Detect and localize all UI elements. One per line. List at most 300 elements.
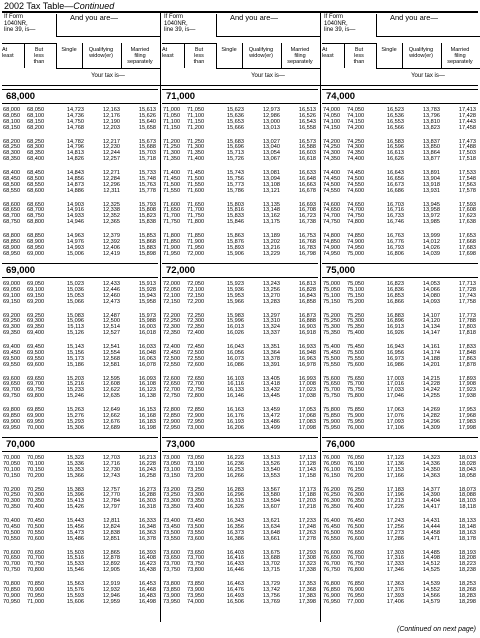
group-column (3, 408, 25, 432)
tax-qualifying-widow: 14,458 (422, 529, 440, 536)
tax-married-separately: 18,178 (458, 535, 476, 542)
tax-married-separately: 16,243 (138, 466, 156, 473)
income-at-least: 69,200 (3, 312, 21, 319)
income-but-less-than: 68,900 (27, 238, 45, 245)
income-but-less-than: 69,950 (27, 418, 45, 425)
tax-married-separately: 17,863 (458, 355, 476, 362)
tax-single: 14,796 (66, 144, 84, 151)
income-but-less-than: 73,000 (187, 424, 205, 431)
tax-qualifying-widow: 14,080 (422, 292, 440, 299)
tax-qualifying-widow: 14,039 (422, 250, 440, 257)
group-column (187, 582, 211, 606)
tax-married-separately: 17,833 (458, 344, 476, 350)
tax-single: 17,033 (386, 387, 404, 394)
group-column (378, 408, 404, 432)
tax-married-separately: 17,533 (458, 170, 476, 176)
income-but-less-than: 76,900 (347, 586, 365, 593)
tax-single: 17,016 (386, 381, 404, 388)
header-vrule (441, 43, 442, 68)
tax-married-separately: 16,483 (138, 592, 156, 599)
income-at-least: 73,000 (163, 455, 181, 461)
tax-single: 16,116 (227, 381, 244, 388)
income-at-least: 75,400 (323, 344, 341, 350)
group-column (347, 282, 371, 306)
tax-qualifying-widow: 13,958 (422, 207, 440, 214)
single-header: Single (381, 47, 397, 53)
tax-married-separately: 16,843 (298, 292, 316, 299)
tax-qualifying-widow: 12,352 (102, 213, 120, 220)
group-column (250, 582, 280, 606)
tax-qualifying-widow: 12,190 (102, 118, 120, 125)
group-column (58, 456, 84, 480)
income-at-least: 69,050 (3, 286, 21, 293)
header-divider (162, 43, 216, 44)
income-at-least: 74,500 (323, 181, 341, 188)
tax-single: 16,703 (386, 201, 404, 208)
tax-qualifying-widow: 12,838 (102, 529, 120, 536)
tax-single: 14,750 (66, 118, 84, 125)
group-column (250, 345, 280, 369)
header-vrule (216, 14, 217, 36)
tax-qualifying-widow: 14,390 (422, 492, 440, 499)
tax-married-separately: 17,353 (298, 581, 316, 587)
tax-single: 16,536 (386, 112, 404, 119)
tax-qualifying-widow: 12,257 (102, 156, 120, 163)
income-at-least: 69,700 (3, 387, 21, 394)
income-but-less-than: 72,200 (187, 298, 205, 305)
tax-qualifying-widow: 14,444 (422, 523, 440, 530)
tax-married-separately: 17,938 (458, 393, 476, 400)
income-at-least: 71,700 (163, 213, 181, 220)
group-column (163, 140, 185, 164)
tax-single: 15,876 (226, 238, 244, 245)
tax-single: 17,003 (386, 375, 404, 382)
income-but-less-than: 71,550 (187, 181, 205, 188)
tax-qualifying-widow: 12,271 (102, 170, 120, 176)
tax-qualifying-widow: 14,309 (422, 424, 440, 431)
income-but-less-than: 76,500 (347, 523, 365, 530)
tax-married-separately: 16,393 (138, 549, 156, 556)
group-column (128, 171, 156, 195)
income-at-least: 76,800 (323, 581, 341, 587)
group-column (163, 171, 185, 195)
income-but-less-than: 74,300 (347, 144, 365, 151)
income-at-least: 76,850 (323, 586, 341, 593)
income-at-least: 74,950 (323, 250, 341, 257)
income-but-less-than: 73,200 (187, 472, 205, 479)
group-column (410, 488, 440, 512)
tax-qualifying-widow: 12,433 (102, 281, 120, 287)
income-at-least: 71,050 (163, 112, 181, 119)
tax-single: 16,626 (386, 156, 404, 163)
tax-qualifying-widow: 12,406 (102, 244, 120, 251)
group-column (410, 345, 440, 369)
tax-married-separately: 17,968 (458, 412, 476, 419)
tax-qualifying-widow: 14,417 (422, 504, 440, 511)
income-at-least: 76,950 (323, 598, 341, 605)
header-vrule (376, 14, 377, 36)
tax-single: 14,976 (66, 238, 84, 245)
group-column (410, 377, 440, 401)
income-at-least: 74,750 (323, 219, 341, 226)
tax-single: 15,353 (66, 466, 84, 473)
at-least-header: At least (2, 47, 14, 59)
group-column (218, 203, 244, 227)
header-vrule (376, 43, 377, 68)
group-column (323, 456, 345, 480)
tax-qualifying-widow: 14,147 (422, 330, 440, 337)
tax-single: 15,066 (66, 298, 84, 305)
group-column (250, 456, 280, 480)
tax-single: 16,553 (386, 118, 404, 125)
group-column (347, 551, 371, 575)
group-column (27, 456, 51, 480)
income-but-less-than: 69,500 (27, 349, 45, 356)
income-but-less-than: 70,100 (27, 460, 45, 467)
income-at-least: 73,750 (163, 567, 181, 574)
income-at-least: 71,650 (163, 207, 181, 214)
tax-single: 15,096 (66, 318, 84, 325)
tax-single: 15,953 (226, 292, 244, 299)
tax-single: 16,973 (386, 355, 404, 362)
group-column (3, 140, 25, 164)
header-divider (216, 36, 320, 37)
income-at-least: 69,550 (3, 361, 21, 368)
section-heading: 76,000 (326, 439, 356, 450)
tax-married-separately: 15,688 (138, 144, 156, 151)
income-at-least: 76,050 (323, 460, 341, 467)
group-column (3, 345, 25, 369)
tax-single: 15,966 (226, 298, 244, 305)
income-at-least: 72,350 (163, 330, 181, 337)
group-column (187, 171, 211, 195)
tax-married-separately: 18,028 (458, 460, 476, 467)
income-but-less-than: 68,350 (27, 150, 45, 157)
income-at-least: 75,500 (323, 355, 341, 362)
income-at-least: 69,100 (3, 292, 21, 299)
income-at-least: 68,100 (3, 118, 21, 125)
tax-married-separately: 18,013 (458, 455, 476, 461)
tax-qualifying-widow: 14,525 (422, 567, 440, 574)
income-at-least: 73,950 (163, 598, 181, 605)
income-but-less-than: 74,750 (347, 213, 365, 220)
tax-married-separately: 17,188 (298, 492, 316, 499)
income-at-least: 72,900 (163, 418, 181, 425)
tax-qualifying-widow: 14,336 (422, 460, 440, 467)
income-at-least: 73,250 (163, 492, 181, 499)
tax-single: 15,293 (66, 418, 84, 425)
group-column (378, 551, 404, 575)
income-at-least: 69,950 (3, 424, 21, 431)
tax-qualifying-widow: 14,296 (422, 418, 440, 425)
income-but-less-than: 73,150 (187, 466, 205, 473)
income-at-least: 75,750 (323, 393, 341, 400)
income-but-less-than: 72,550 (187, 355, 205, 362)
income-but-less-than: 75,500 (347, 349, 365, 356)
group-column (448, 582, 476, 606)
tax-qualifying-widow: 14,026 (422, 244, 440, 251)
tax-married-separately: 16,558 (298, 124, 316, 131)
tax-single: 15,143 (66, 344, 84, 350)
tax-qualifying-widow: 14,188 (422, 355, 440, 362)
group-column (27, 282, 51, 306)
income-but-less-than: 70,950 (27, 592, 45, 599)
income-but-less-than: 71,600 (187, 187, 205, 194)
tax-single: 15,383 (66, 486, 84, 493)
group-column (347, 314, 371, 338)
group-column (288, 519, 316, 543)
tax-married-separately: 16,423 (138, 561, 156, 568)
group-column (410, 519, 440, 543)
group-column (288, 582, 316, 606)
tax-single: 15,413 (66, 498, 84, 505)
income-at-least: 73,150 (163, 472, 181, 479)
header-divider (2, 43, 56, 44)
tax-married-separately: 18,268 (458, 586, 476, 593)
income-but-less-than: 74,250 (347, 138, 365, 145)
group-column (163, 488, 185, 512)
group-column (410, 314, 440, 338)
income-at-least: 69,650 (3, 381, 21, 388)
income-at-least: 75,200 (323, 312, 341, 319)
income-but-less-than: 74,350 (347, 150, 365, 157)
income-at-least: 74,800 (323, 233, 341, 239)
group-column (128, 408, 156, 432)
income-at-least: 68,300 (3, 150, 21, 157)
group-column (218, 408, 244, 432)
income-but-less-than: 71,000 (27, 598, 45, 605)
tax-qualifying-widow: 12,230 (102, 144, 120, 151)
group-column (347, 171, 371, 195)
tax-married-separately: 17,698 (458, 250, 476, 257)
income-at-least: 69,900 (3, 418, 21, 425)
income-but-less-than: 71,800 (187, 219, 205, 226)
tax-single: 15,186 (66, 361, 84, 368)
tax-single: 16,296 (226, 492, 244, 499)
tax-qualifying-widow: 12,919 (102, 581, 120, 587)
income-but-less-than: 74,650 (347, 201, 365, 208)
section-rule (322, 103, 478, 104)
header-divider (56, 68, 160, 69)
group-column (90, 408, 120, 432)
tax-married-separately: 16,573 (298, 138, 316, 145)
tax-single: 16,416 (226, 555, 244, 562)
group-column (90, 345, 120, 369)
header-vrule (24, 43, 25, 68)
group-column (323, 203, 345, 227)
group-column (163, 314, 185, 338)
income-but-less-than: 75,650 (347, 375, 365, 382)
tax-qualifying-widow: 12,743 (102, 472, 120, 479)
income-at-least: 69,250 (3, 318, 21, 325)
tax-married-separately: 18,208 (458, 555, 476, 562)
tax-married-separately: 16,513 (298, 107, 316, 113)
tax-married-separately: 17,398 (298, 598, 316, 605)
income-but-less-than: 69,100 (27, 286, 45, 293)
group-column (323, 377, 345, 401)
tax-single: 17,166 (386, 472, 404, 479)
income-at-least: 76,550 (323, 535, 341, 542)
tax-qualifying-widow: 14,107 (422, 312, 440, 319)
tax-single: 17,123 (386, 455, 404, 461)
section-rule (322, 277, 478, 278)
group-column (27, 314, 51, 338)
tax-qualifying-widow: 13,310 (262, 318, 280, 325)
married-filing-separately-header: Married filing separately (127, 47, 153, 65)
income-but-less-than: 72,750 (187, 387, 205, 394)
income-but-less-than: 68,700 (27, 207, 45, 214)
tax-single: 14,946 (66, 219, 84, 226)
income-at-least: 75,050 (323, 286, 341, 293)
tax-qualifying-widow: 13,432 (262, 387, 280, 394)
income-but-less-than: 73,900 (187, 586, 205, 593)
group-column (410, 203, 440, 227)
header-vrule (344, 43, 345, 68)
tax-single: 15,846 (226, 219, 244, 226)
tax-single: 17,256 (386, 523, 404, 530)
tax-qualifying-widow: 13,904 (422, 175, 440, 182)
group-column (250, 234, 280, 258)
income-at-least: 75,250 (323, 318, 341, 325)
tax-single: 16,883 (386, 312, 404, 319)
tax-single: 15,863 (226, 233, 244, 239)
tax-qualifying-widow: 12,296 (102, 181, 120, 188)
group-column (128, 456, 156, 480)
income-at-least: 72,150 (163, 298, 181, 305)
group-column (288, 377, 316, 401)
tax-single: 14,963 (66, 233, 84, 239)
tax-single: 14,768 (66, 124, 84, 131)
group-column (27, 140, 51, 164)
group-column (378, 488, 404, 512)
column-separator (160, 12, 161, 622)
income-at-least: 76,450 (323, 523, 341, 530)
tax-single: 16,733 (386, 213, 404, 220)
tax-married-separately: 15,928 (138, 286, 156, 293)
income-at-least: 69,500 (3, 355, 21, 362)
income-but-less-than: 69,800 (27, 393, 45, 400)
group-column (347, 345, 371, 369)
income-at-least: 73,800 (163, 581, 181, 587)
tax-single: 17,183 (386, 486, 404, 493)
income-at-least: 70,650 (3, 555, 21, 562)
tax-single: 16,236 (226, 460, 244, 467)
tax-single: 14,843 (66, 170, 84, 176)
header-vrule (281, 43, 282, 68)
income-at-least: 74,600 (323, 201, 341, 208)
tax-married-separately: 17,323 (298, 561, 316, 568)
income-but-less-than: 73,100 (187, 460, 205, 467)
income-but-less-than: 72,050 (187, 281, 205, 287)
tax-single: 16,103 (226, 375, 244, 382)
income-at-least: 68,650 (3, 207, 21, 214)
tax-married-separately: 17,383 (298, 592, 316, 599)
income-but-less-than: 69,250 (27, 312, 45, 319)
tax-married-separately: 17,848 (458, 349, 476, 356)
tax-single: 17,213 (386, 498, 404, 505)
tax-single: 16,986 (386, 361, 404, 368)
group-column (378, 519, 404, 543)
income-at-least: 71,850 (163, 238, 181, 245)
tax-qualifying-widow: 12,163 (102, 107, 120, 113)
group-column (218, 234, 244, 258)
tax-married-separately: 17,143 (298, 466, 316, 473)
income-at-least: 76,400 (323, 518, 341, 524)
tax-qualifying-widow: 14,498 (422, 555, 440, 562)
tax-single: 16,566 (386, 124, 404, 131)
income-but-less-than: 72,700 (187, 381, 205, 388)
tax-married-separately: 16,408 (138, 555, 156, 562)
tax-single: 16,013 (226, 324, 244, 331)
group-column (250, 519, 280, 543)
income-but-less-than: 74,850 (347, 233, 365, 239)
group-column (128, 582, 156, 606)
group-column (288, 345, 316, 369)
income-at-least: 68,200 (3, 138, 21, 145)
tax-qualifying-widow: 13,999 (422, 233, 440, 239)
tax-qualifying-widow: 13,931 (422, 187, 440, 194)
tax-married-separately: 16,363 (138, 529, 156, 536)
tax-married-separately: 16,873 (298, 312, 316, 319)
income-at-least: 68,950 (3, 250, 21, 257)
tax-qualifying-widow: 12,892 (102, 561, 120, 568)
income-at-least: 71,450 (163, 175, 181, 182)
tax-married-separately: 17,338 (298, 567, 316, 574)
tax-qualifying-widow: 13,783 (422, 107, 440, 113)
income-but-less-than: 68,750 (27, 213, 45, 220)
tax-qualifying-widow: 14,404 (422, 498, 440, 505)
tax-married-separately: 18,133 (458, 518, 476, 524)
tax-qualifying-widow: 13,094 (262, 175, 280, 182)
group-column (347, 456, 371, 480)
group-column (288, 408, 316, 432)
tax-married-separately: 16,708 (298, 207, 316, 214)
tax-married-separately: 15,793 (138, 201, 156, 208)
tax-married-separately: 16,198 (138, 424, 156, 431)
section-rule (2, 277, 158, 278)
line-39-header: If Form 1040NR, line 39, is— (164, 14, 196, 34)
married-filing-separately-header: Married filing separately (287, 47, 313, 65)
at-least-header: At least (162, 47, 174, 59)
group-column (128, 140, 156, 164)
income-but-less-than: 77,000 (347, 598, 365, 605)
tax-qualifying-widow: 12,784 (102, 498, 120, 505)
tax-married-separately: 15,868 (138, 238, 156, 245)
group-column (448, 282, 476, 306)
income-at-least: 70,800 (3, 581, 21, 587)
tax-qualifying-widow: 13,121 (262, 187, 280, 194)
income-at-least: 68,500 (3, 181, 21, 188)
group-column (347, 203, 371, 227)
tax-qualifying-widow: 14,120 (422, 318, 440, 325)
tax-single: 15,036 (66, 286, 84, 293)
tax-qualifying-widow: 13,877 (422, 156, 440, 163)
income-but-less-than: 69,050 (27, 281, 45, 287)
group-column (163, 108, 185, 132)
tax-single: 15,246 (66, 393, 84, 400)
tax-married-separately: 16,723 (298, 213, 316, 220)
section-rule (162, 89, 318, 90)
tax-married-separately: 16,993 (298, 375, 316, 382)
income-at-least: 72,950 (163, 424, 181, 431)
income-but-less-than: 72,100 (187, 286, 205, 293)
tax-single: 16,223 (226, 455, 244, 461)
tax-single: 16,776 (386, 238, 404, 245)
group-column (378, 582, 404, 606)
group-column (187, 234, 211, 258)
section-rule (162, 451, 318, 452)
tax-qualifying-widow: 13,243 (262, 281, 280, 287)
